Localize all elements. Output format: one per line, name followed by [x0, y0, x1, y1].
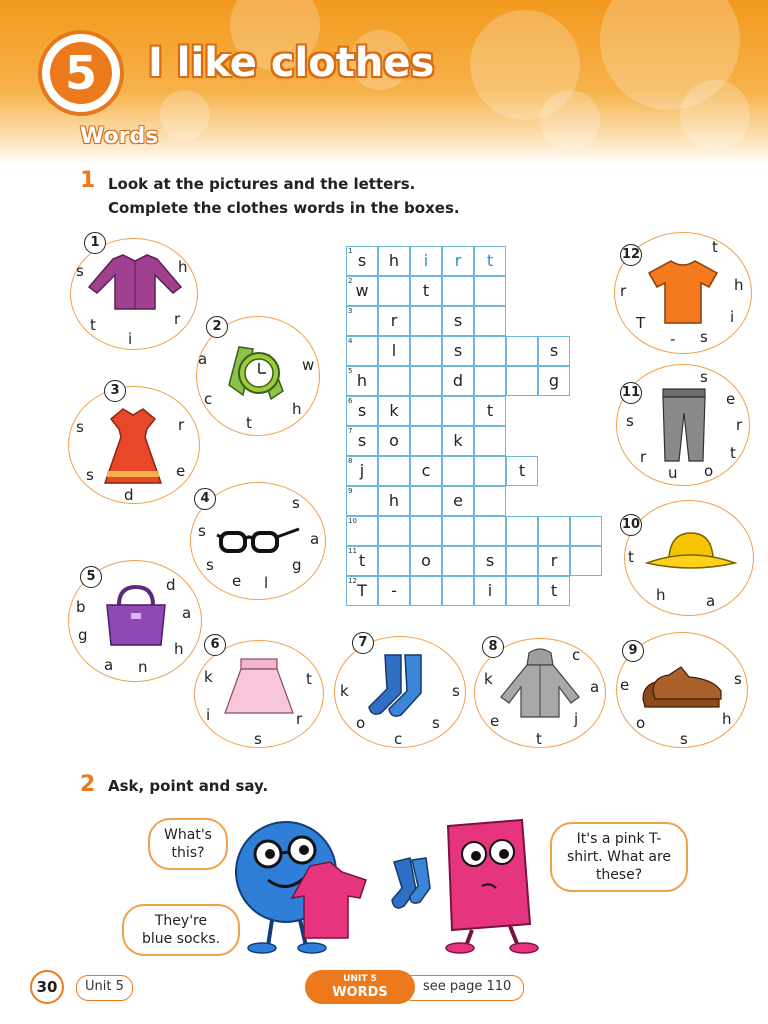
- crossword-cell[interactable]: [346, 246, 378, 276]
- crossword-cell[interactable]: [506, 336, 538, 366]
- speech-text: What's this?: [164, 827, 212, 861]
- crossword-cell[interactable]: [442, 366, 474, 396]
- crossword-cell[interactable]: [378, 336, 410, 366]
- section-label: Words: [80, 124, 159, 149]
- crossword-cell[interactable]: [442, 336, 474, 366]
- crossword-cell[interactable]: [346, 456, 378, 486]
- crossword-cell[interactable]: [378, 276, 410, 306]
- crossword-cell[interactable]: [378, 576, 410, 606]
- crossword-letter: i: [487, 581, 493, 600]
- crossword-row-number: 7: [348, 427, 353, 435]
- speech-bubble-question-1: [148, 818, 228, 870]
- crossword-cell[interactable]: [378, 366, 410, 396]
- letter: r: [296, 710, 303, 728]
- item-number-5: 5: [80, 566, 102, 588]
- crossword-cell[interactable]: [378, 246, 410, 276]
- letter: s: [452, 682, 460, 700]
- crossword-letter: s: [357, 251, 367, 270]
- crossword-cell[interactable]: [410, 366, 442, 396]
- crossword-cell[interactable]: [410, 396, 442, 426]
- crossword-cell[interactable]: [442, 396, 474, 426]
- speech-text: It's a pink T-shirt. What are these?: [566, 831, 672, 883]
- letter: s: [292, 494, 300, 512]
- crossword-cell[interactable]: [474, 456, 506, 486]
- crossword-letter: s: [357, 431, 367, 450]
- crossword-letter: d: [452, 371, 464, 390]
- crossword-cell[interactable]: [410, 456, 442, 486]
- crossword-cell[interactable]: [474, 246, 506, 276]
- glasses-icon: [215, 523, 305, 559]
- letter: t: [306, 670, 312, 688]
- crossword-cell[interactable]: [442, 306, 474, 336]
- crossword-cell[interactable]: [378, 546, 410, 576]
- letter: s: [198, 522, 206, 540]
- crossword-row-number: 11: [348, 547, 357, 555]
- crossword-row-number: 8: [348, 457, 353, 465]
- crossword-cell[interactable]: [346, 576, 378, 606]
- letter: a: [104, 656, 114, 674]
- item-number-9: 9: [622, 640, 644, 662]
- letter: a: [590, 678, 600, 696]
- item-number-12: 12: [620, 244, 642, 266]
- crossword-row-number: 6: [348, 397, 353, 405]
- crossword-cell[interactable]: [474, 576, 506, 606]
- crossword-cell[interactable]: [346, 336, 378, 366]
- crossword-cell[interactable]: [442, 516, 474, 546]
- crossword-letter: k: [453, 431, 463, 450]
- letter: h: [656, 586, 666, 604]
- crossword-letter: k: [389, 401, 399, 420]
- letter: s: [206, 556, 214, 574]
- footer-unit-label: Unit 5: [76, 975, 133, 1001]
- letter: s: [700, 368, 708, 386]
- item-number-2: 2: [206, 316, 228, 338]
- crossword-cell[interactable]: [442, 576, 474, 606]
- crossword-cell[interactable]: [346, 396, 378, 426]
- letter: T: [636, 314, 646, 332]
- item-number-6: 6: [204, 634, 226, 656]
- crossword-row-number: 10: [348, 517, 357, 525]
- crossword-letter: j: [359, 461, 365, 480]
- crossword-cell[interactable]: [410, 486, 442, 516]
- crossword-cell[interactable]: [506, 456, 538, 486]
- hat-icon: [643, 529, 739, 575]
- crossword-cell[interactable]: [474, 516, 506, 546]
- letter: t: [628, 548, 634, 566]
- crossword-row-number: 4: [348, 337, 353, 345]
- letter: k: [340, 682, 349, 700]
- crossword-cell[interactable]: [538, 576, 570, 606]
- letter: o: [704, 462, 714, 480]
- crossword-cell[interactable]: [442, 426, 474, 456]
- instruction-line-1: Look at the pictures and the letters.: [108, 175, 416, 193]
- letter: s: [700, 328, 708, 346]
- crossword-cell[interactable]: [506, 576, 538, 606]
- crossword-letter: h: [356, 371, 368, 390]
- crossword-letter: h: [388, 251, 400, 270]
- letter: a: [310, 530, 320, 548]
- crossword-letter: g: [548, 371, 560, 390]
- speech-bubble-answer-2: [122, 904, 240, 956]
- trousers-icon: [659, 387, 709, 463]
- crossword-cell[interactable]: [506, 366, 538, 396]
- speech-bubble-answer-1: [550, 822, 688, 892]
- crossword-cell[interactable]: [474, 276, 506, 306]
- crossword-letter: l: [391, 341, 397, 360]
- unit-number: 5: [50, 42, 112, 104]
- letter: t: [712, 238, 718, 256]
- letter: h: [722, 710, 732, 728]
- exercise-1-number: 1: [80, 168, 96, 193]
- crossword-letter: s: [549, 341, 559, 360]
- crossword-letter: t: [486, 401, 494, 420]
- crossword-cell[interactable]: [538, 336, 570, 366]
- item-number-10: 10: [620, 514, 642, 536]
- crossword-letter: e: [453, 491, 463, 510]
- crossword-cell[interactable]: [410, 246, 442, 276]
- unit-words-badge: [305, 970, 415, 1004]
- crossword-letter: t: [422, 281, 430, 300]
- badge-unit-text: UNIT 5: [343, 974, 377, 984]
- crossword-cell[interactable]: [474, 366, 506, 396]
- crossword-cell[interactable]: [378, 396, 410, 426]
- item-number-4: 4: [194, 488, 216, 510]
- crossword-letter: c: [421, 461, 431, 480]
- letter: a: [198, 350, 208, 368]
- letter: o: [356, 714, 366, 732]
- letter: l: [264, 574, 269, 592]
- item-number-11: 11: [620, 382, 642, 404]
- crossword-letter: s: [485, 551, 495, 570]
- crossword-cell[interactable]: [474, 486, 506, 516]
- crossword-row-number: 3: [348, 307, 353, 315]
- letter: u: [668, 464, 678, 482]
- crossword-cell[interactable]: [410, 306, 442, 336]
- crossword-row-number: 12: [348, 577, 357, 585]
- crossword-cell[interactable]: [378, 456, 410, 486]
- crossword-letter: t: [518, 461, 526, 480]
- letter: r: [640, 448, 647, 466]
- crossword-cell[interactable]: [474, 426, 506, 456]
- blue-socks-held: [392, 858, 430, 908]
- letter: e: [726, 390, 736, 408]
- letter: h: [178, 258, 188, 276]
- crossword-letter: r: [454, 251, 462, 270]
- letter: s: [254, 730, 262, 748]
- crossword-cell[interactable]: [410, 426, 442, 456]
- letter: s: [680, 730, 688, 748]
- crossword-cell[interactable]: [346, 366, 378, 396]
- crossword-row-number: 9: [348, 487, 353, 495]
- letter: e: [232, 572, 242, 590]
- letter: h: [174, 640, 184, 658]
- crossword-cell[interactable]: [346, 276, 378, 306]
- letter: g: [292, 556, 302, 574]
- crossword-letter: t: [358, 551, 366, 570]
- letter: k: [204, 668, 213, 686]
- letter: i: [128, 330, 133, 348]
- crossword-cell[interactable]: [506, 516, 538, 546]
- letter: s: [626, 412, 634, 430]
- letter: s: [432, 714, 440, 732]
- letter: a: [706, 592, 716, 610]
- watch-icon: [219, 335, 299, 411]
- exercise-1-instructions: [108, 172, 460, 220]
- letter: a: [182, 604, 192, 622]
- letter: d: [166, 576, 176, 594]
- letter: s: [86, 466, 94, 484]
- letter: g: [78, 626, 88, 644]
- crossword-letter: s: [453, 341, 463, 360]
- item-number-1: 1: [84, 232, 106, 254]
- crossword-cell[interactable]: [442, 276, 474, 306]
- crossword-letter: o: [421, 551, 431, 570]
- crossword-cell[interactable]: [346, 306, 378, 336]
- characters-illustration: [226, 806, 556, 956]
- dress-icon: [101, 407, 165, 487]
- letter: s: [734, 670, 742, 688]
- letter: -: [670, 330, 676, 348]
- crossword-cell[interactable]: [346, 546, 378, 576]
- letter: r: [178, 416, 185, 434]
- letter: t: [90, 316, 96, 334]
- speech-text: They're blue socks.: [141, 913, 221, 947]
- instruction-line-2: Complete the clothes words in the boxes.: [108, 199, 460, 217]
- crossword-cell[interactable]: [346, 486, 378, 516]
- letter: i: [730, 308, 735, 326]
- crossword-cell[interactable]: [378, 426, 410, 456]
- crossword-letter: r: [390, 311, 398, 330]
- socks-icon: [363, 653, 439, 719]
- crossword-cell[interactable]: [410, 336, 442, 366]
- letter: c: [394, 730, 403, 748]
- letter: e: [490, 712, 500, 730]
- crossword-cell[interactable]: [474, 546, 506, 576]
- letter: c: [572, 646, 581, 664]
- crossword-letter: o: [389, 431, 399, 450]
- letter: s: [76, 262, 84, 280]
- crossword-cell[interactable]: [570, 516, 602, 546]
- letter: w: [302, 356, 315, 374]
- letter: j: [574, 710, 579, 728]
- badge-words-text: WORDS: [332, 985, 388, 1000]
- page-title: I like clothes: [148, 40, 435, 86]
- unit-number-badge: [38, 30, 124, 116]
- exercise-2-instruction: Ask, point and say.: [108, 777, 269, 795]
- letter: r: [174, 310, 181, 328]
- letter: t: [730, 444, 736, 462]
- letter: d: [124, 486, 134, 504]
- item-number-8: 8: [482, 636, 504, 658]
- letter: e: [176, 462, 186, 480]
- item-circle-10: [624, 500, 754, 616]
- letter: n: [138, 658, 148, 676]
- pink-character: [446, 820, 538, 953]
- crossword-letter: w: [355, 281, 369, 300]
- letter: c: [204, 390, 213, 408]
- letter: t: [246, 414, 252, 432]
- crossword-cell[interactable]: [442, 546, 474, 576]
- crossword-cell[interactable]: [378, 486, 410, 516]
- item-circle-3: [68, 386, 200, 504]
- skirt-icon: [221, 655, 297, 719]
- shirt-icon: [85, 251, 185, 311]
- crossword-row-number: 5: [348, 367, 353, 375]
- crossword-cell[interactable]: [474, 306, 506, 336]
- crossword-cell[interactable]: [442, 246, 474, 276]
- letter: k: [484, 670, 493, 688]
- crossword-row-number: 2: [348, 277, 353, 285]
- crossword-cell[interactable]: [410, 576, 442, 606]
- item-number-3: 3: [104, 380, 126, 402]
- crossword-cell[interactable]: [410, 516, 442, 546]
- crossword-cell[interactable]: [410, 276, 442, 306]
- crossword-cell[interactable]: [474, 396, 506, 426]
- letter: r: [620, 282, 627, 300]
- crossword-cell[interactable]: [410, 546, 442, 576]
- crossword-cell[interactable]: [538, 546, 570, 576]
- crossword-letter: r: [550, 551, 558, 570]
- letter: s: [76, 418, 84, 436]
- item-number-7: 7: [352, 632, 374, 654]
- crossword-cell[interactable]: [346, 516, 378, 546]
- letter: t: [536, 730, 542, 748]
- letter: i: [206, 706, 211, 724]
- crossword-cell[interactable]: [378, 306, 410, 336]
- crossword-row-number: 1: [348, 247, 353, 255]
- crossword-cell[interactable]: [442, 456, 474, 486]
- letter: b: [76, 598, 86, 616]
- crossword-letter: h: [388, 491, 400, 510]
- crossword-cell[interactable]: [378, 516, 410, 546]
- crossword-cell[interactable]: [570, 546, 602, 576]
- letter: h: [734, 276, 744, 294]
- page-number: 30: [30, 970, 64, 1004]
- crossword-letter: s: [357, 401, 367, 420]
- tshirt-icon: [645, 259, 721, 325]
- crossword-letter: i: [423, 251, 429, 270]
- crossword-letter: -: [391, 581, 397, 600]
- jacket-icon: [497, 647, 583, 719]
- crossword-cell[interactable]: [538, 366, 570, 396]
- crossword-letter: t: [486, 251, 494, 270]
- crossword-cell[interactable]: [506, 546, 538, 576]
- crossword-letter: T: [357, 581, 367, 600]
- crossword-cell[interactable]: [346, 426, 378, 456]
- letter: h: [292, 400, 302, 418]
- unit-header: [0, 0, 768, 165]
- exercise-2-number: 2: [80, 772, 96, 797]
- letter: o: [636, 714, 646, 732]
- letter: r: [736, 416, 743, 434]
- shoes-icon: [641, 663, 725, 713]
- crossword-cell[interactable]: [538, 516, 570, 546]
- letter: e: [620, 676, 630, 694]
- crossword-cell[interactable]: [474, 336, 506, 366]
- bag-icon: [101, 583, 171, 649]
- crossword-letter: t: [550, 581, 558, 600]
- crossword-letter: s: [453, 311, 463, 330]
- crossword-cell[interactable]: [442, 486, 474, 516]
- see-page-link[interactable]: see page 110: [400, 975, 524, 1001]
